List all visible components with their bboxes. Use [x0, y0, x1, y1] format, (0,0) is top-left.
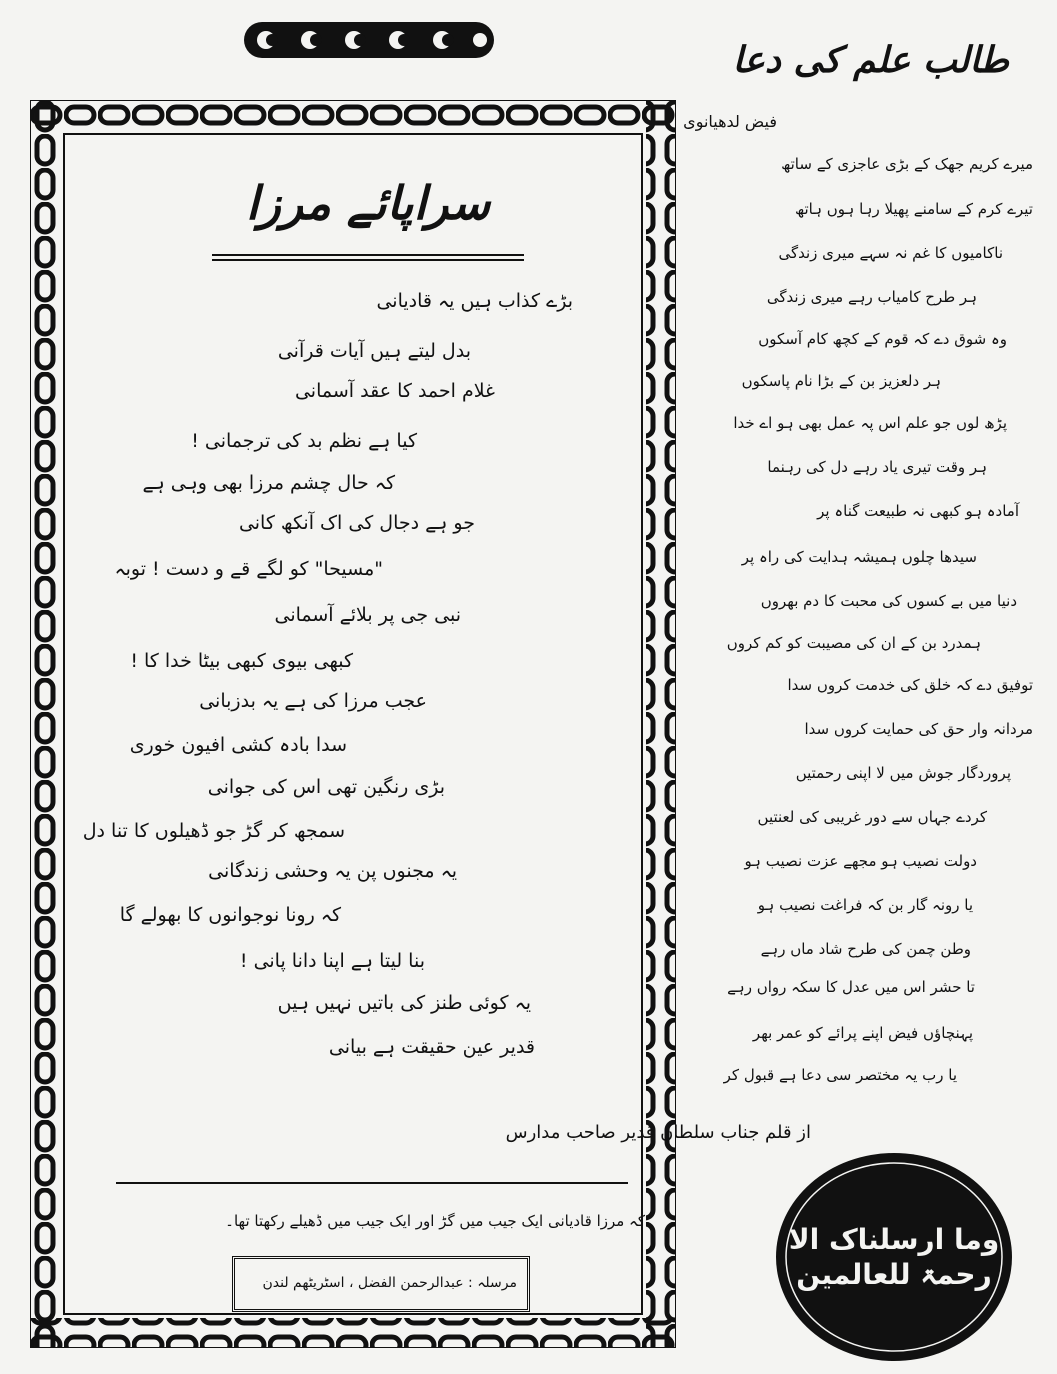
- title-underline: [212, 254, 524, 264]
- right-verse: وہ شوق دے کہ قوم کے کچھ کام آسکوں: [758, 330, 1007, 348]
- sender-text: مرسلہ : عبدالرحمن الفضل ، اسٹریٹھم لندن: [262, 1275, 517, 1291]
- right-poem-title: طالب علم کی دعا: [732, 40, 1009, 81]
- right-verse: پہنچاؤں فیض اپنے پرائے کو عمر بھر: [752, 1024, 973, 1042]
- right-verse: ناکامیوں کا غم نہ سہے میری زندگی: [778, 244, 1003, 262]
- right-verse: ہمدرد بن کے ان کی مصیبت کو کم کروں: [726, 634, 981, 652]
- divider: [116, 1182, 628, 1184]
- poem-verse: یہ کوئی طنز کی باتیں نہیں ہیں: [277, 992, 531, 1014]
- right-verse: وطن چمن کی طرح شاد ماں رہے: [760, 940, 971, 958]
- poem-verse: کیا ہے نظم بد کی ترجمانی !: [191, 430, 417, 452]
- right-verse: ہر دلعزیز بن کے بڑا نام پاسکوں: [741, 372, 941, 390]
- poem-verse: بڑی رنگین تھی اس کی جوانی: [207, 776, 445, 798]
- top-ornament: [244, 14, 494, 64]
- right-verse: تا حشر اس میں عدل کا سکہ رواں رہے: [727, 978, 975, 996]
- poem-verse: غلام احمد کا عقد آسمانی: [294, 380, 495, 402]
- poem-verse: جو ہے دجال کی اک آنکھ کانی: [238, 512, 475, 534]
- poem-verse: سدا بادہ کشی افیون خوری: [129, 734, 347, 756]
- poem-verse: بنا لیتا ہے اپنا دانا پانی !: [239, 950, 425, 972]
- poem-verse: سمجھ کر گڑ جو ڈھیلوں کا تنا دل: [82, 820, 345, 842]
- right-verse: پڑھ لوں جو علم اس پہ عمل بھی ہو اے خدا: [733, 414, 1007, 432]
- right-verse: آمادہ ہو کبھی نہ طبیعت گناہ پر: [817, 502, 1019, 520]
- poem-verse: نبی جی پر بلائے آسمانی: [274, 604, 461, 626]
- chain-border: [30, 100, 676, 1348]
- right-verse: ہر طرح کامیاب رہے میری زندگی: [766, 288, 977, 306]
- emblem-text: وما ارسلناک الا رحمۃ للعالمین: [788, 1223, 1000, 1291]
- poem-verse: کہ رونا نوجوانوں کا بھولے گا: [119, 904, 341, 926]
- footnote: کہ مرزا قادیانی ایک جیب میں گڑ اور ایک جیب میں ڈھیلے رکھتا تھا۔: [225, 1212, 645, 1230]
- right-verse: یا رونہ گار بن کہ فراغت نصیب ہو: [757, 896, 973, 914]
- right-verse: دنیا میں بے کسوں کی محبت کا دم بھروں: [760, 592, 1017, 610]
- right-verse: توفیق دے کہ خلق کی خدمت کروں سدا: [787, 676, 1033, 694]
- sender-box: [232, 1256, 530, 1312]
- poem-title-box: [212, 168, 524, 264]
- right-poem-author: فیض لدھیانوی: [683, 112, 777, 131]
- poem-author: از قلم جناب سلطان قدیر صاحب مدارس: [505, 1122, 811, 1143]
- poem-verse: کبھی بیوی کبھی بیٹا خدا کا !: [130, 650, 353, 672]
- poem-verse: عجب مرزا کی ہے یہ بدزبانی: [199, 690, 427, 712]
- right-verse: میرے کریم جھک کے بڑی عاجزی کے ساتھ: [781, 155, 1033, 173]
- right-verse: یا رب یہ مختصر سی دعا ہے قبول کر: [723, 1066, 957, 1084]
- poem-verse: بڑے کذاب ہیں یہ قادیانی: [376, 290, 573, 312]
- poem-verse: قدیر عین حقیقت ہے بیانی: [328, 1036, 535, 1058]
- right-verse: تیرے کرم کے سامنے پھیلا رہا ہوں ہاتھ: [794, 200, 1033, 218]
- right-verse: پروردگار جوش میں لا اپنی رحمتیں: [795, 764, 1011, 782]
- poem-verse: یہ مجنوں پن یہ وحشی زندگانی: [208, 860, 457, 882]
- right-verse: ہر وقت تیری یاد رہے دل کی رہنما: [767, 458, 987, 476]
- poem-title: سراپائے مرزا: [245, 176, 491, 230]
- right-verse: مردانہ وار حق کی حمایت کروں سدا: [804, 720, 1033, 738]
- calligraphy-emblem: [772, 1150, 1016, 1364]
- right-verse: سیدھا چلوں ہمیشہ ہدایت کی راہ پر: [741, 548, 977, 566]
- poem-verse: بدل لیتے ہیں آیات قرآنی: [277, 340, 471, 362]
- poem-verse: "مسیحا" کو لگے قے و دست ! توبہ: [114, 558, 383, 580]
- right-verse: دولت نصیب ہو مجھے عزت نصیب ہو: [744, 852, 977, 870]
- poem-verse: کہ حال چشم مرزا بھی وہی ہے: [142, 472, 395, 494]
- right-verse: کردے جہاں سے دور غریبی کی لعنتیں: [757, 808, 987, 826]
